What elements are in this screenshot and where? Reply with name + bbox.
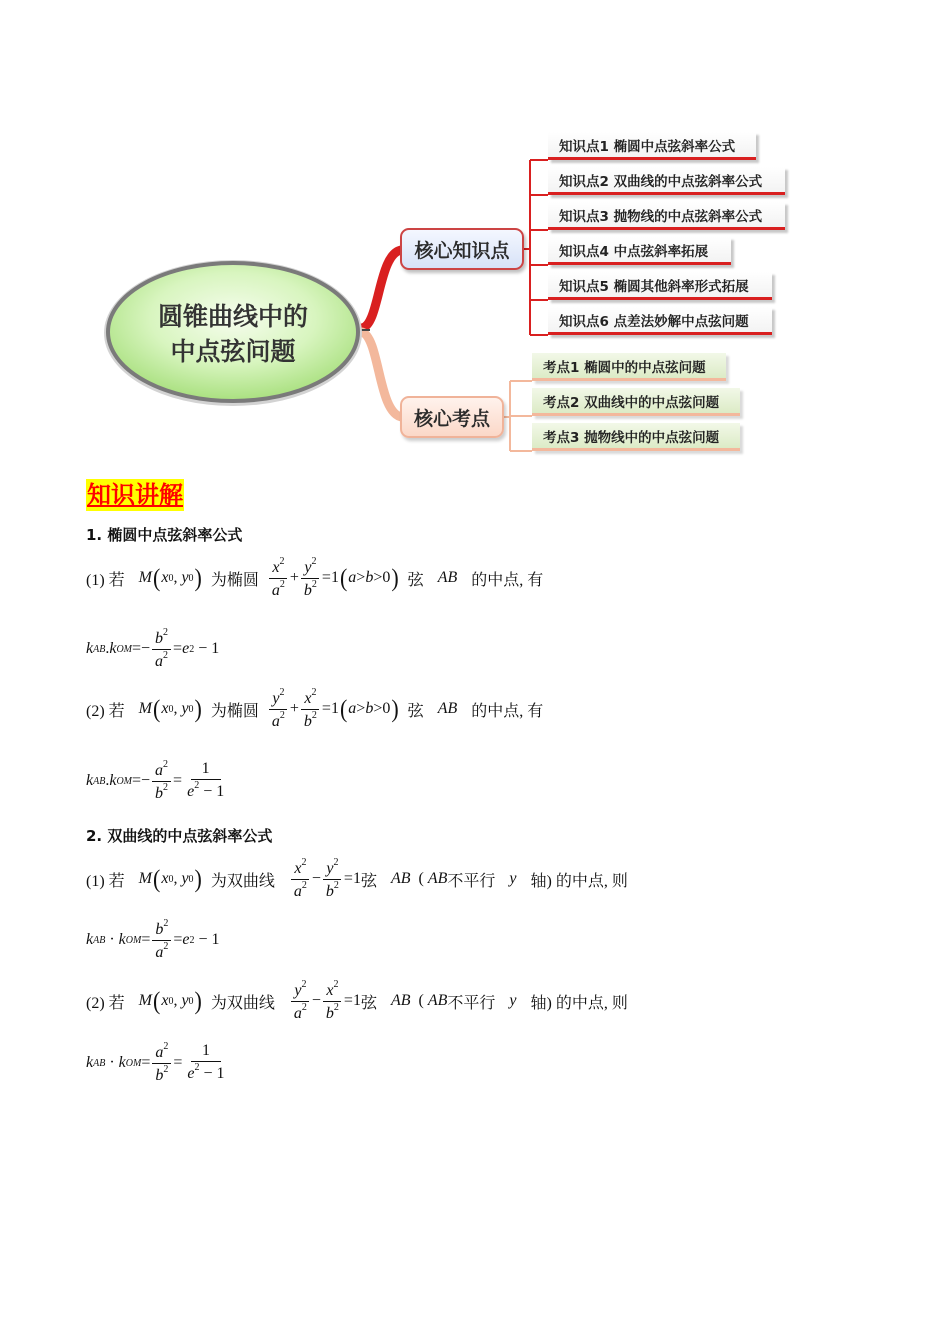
exam-point-3: 考点3 抛物线中的中点弦问题 <box>532 423 740 451</box>
is-hyperbola-text: 为双曲线 <box>210 994 275 1012</box>
chord-text: 弦 <box>360 872 377 890</box>
ellipse-case2: (2) 若 M ( x 0 , y 0 ) 为椭圆 $\frac{y^2}{a^2}$ + $\frac{x^2}{b^2}$ =1 ( a > b >0 ) 弦 AB 的中点, 有 <box>86 686 544 730</box>
connector-knowledge <box>362 250 402 328</box>
is-ellipse-text: 为椭圆 <box>210 571 259 589</box>
axis-midpoint-text: 轴) 的中点, 则 <box>530 872 628 890</box>
heading-ellipse: 1. 椭圆中点弦斜率公式 <box>86 526 243 544</box>
knowledge-hub: 核心知识点 <box>400 228 524 270</box>
knowledge-point-3: 知识点3 抛物线的中点弦斜率公式 <box>548 202 785 230</box>
hyperbola-formula2: k AB · k OM = $\frac{a^2}{b^2}$ = $\frac{1}{e^2 - 1}$ <box>86 1040 225 1084</box>
chord-text: 弦 <box>360 994 377 1012</box>
not-parallel-text: 不平行 <box>447 994 496 1012</box>
is-hyperbola-text: 为双曲线 <box>210 872 275 890</box>
case-label: (1) 若 <box>86 872 125 890</box>
connector-exam <box>362 332 402 417</box>
not-parallel-text: 不平行 <box>447 872 496 890</box>
hyperbola-case2: (2) 若 M ( x 0 , y 0 ) 为双曲线 $\frac{y^2}{a^2}$ − $\frac{x^2}{b^2}$ =1 弦 AB ( AB 不平行 y 轴) 的中点, 则 <box>86 978 628 1022</box>
ellipse-case1: (1) 若 M ( x 0 , y 0 ) 为椭圆 $\frac{x^2}{a^2}$ + $\frac{y^2}{b^2}$ =1 ( a > b >0 ) 弦 AB 的中点, 有 <box>86 555 544 599</box>
knowledge-point-2: 知识点2 双曲线的中点弦斜率公式 <box>548 167 785 195</box>
is-ellipse-text: 为椭圆 <box>210 702 259 720</box>
knowledge-point-4: 知识点4 中点弦斜率拓展 <box>548 237 731 265</box>
exam-point-2: 考点2 双曲线中的中点弦问题 <box>532 388 740 416</box>
case-label: (2) 若 <box>86 702 125 720</box>
chord-text: 弦 <box>407 571 424 589</box>
chord-text: 弦 <box>407 702 424 720</box>
root-title-line1: 圆锥曲线中的 <box>157 302 309 331</box>
midpoint-text: 的中点, 有 <box>471 571 544 589</box>
midpoint-text: 的中点, 有 <box>471 702 544 720</box>
case-label: (1) 若 <box>86 571 125 589</box>
knowledge-point-5: 知识点5 椭圆其他斜率形式拓展 <box>548 272 772 300</box>
hyperbola-case1: (1) 若 M ( x 0 , y 0 ) 为双曲线 $\frac{x^2}{a^2}$ − $\frac{y^2}{b^2}$ =1 弦 AB ( AB 不平行 y 轴) 的中点, 则 <box>86 856 628 900</box>
ellipse-formula1: k AB . k OM =− $\frac{b^2}{a^2}$ = e 2 − 1 <box>86 626 220 670</box>
knowledge-point-6: 知识点6 点差法妙解中点弦问题 <box>548 307 772 335</box>
axis-midpoint-text: 轴) 的中点, 则 <box>530 994 628 1012</box>
heading-hyperbola: 2. 双曲线的中点弦斜率公式 <box>86 827 273 845</box>
exam-point-1: 考点1 椭圆中的中点弦问题 <box>532 353 726 381</box>
exam-hub: 核心考点 <box>400 396 504 438</box>
ellipse-formula2: k AB . k OM =− $\frac{a^2}{b^2}$ = $\frac{1}{e^2 - 1}$ <box>86 758 225 802</box>
root-title-line2: 中点弦问题 <box>170 337 296 366</box>
knowledge-point-1: 知识点1 椭圆中点弦斜率公式 <box>548 132 756 160</box>
case-label: (2) 若 <box>86 994 125 1012</box>
section-title: 知识讲解 <box>87 481 183 509</box>
hyperbola-formula1: k AB · k OM = $\frac{b^2}{a^2}$ = e 2 − 1 <box>86 917 220 961</box>
